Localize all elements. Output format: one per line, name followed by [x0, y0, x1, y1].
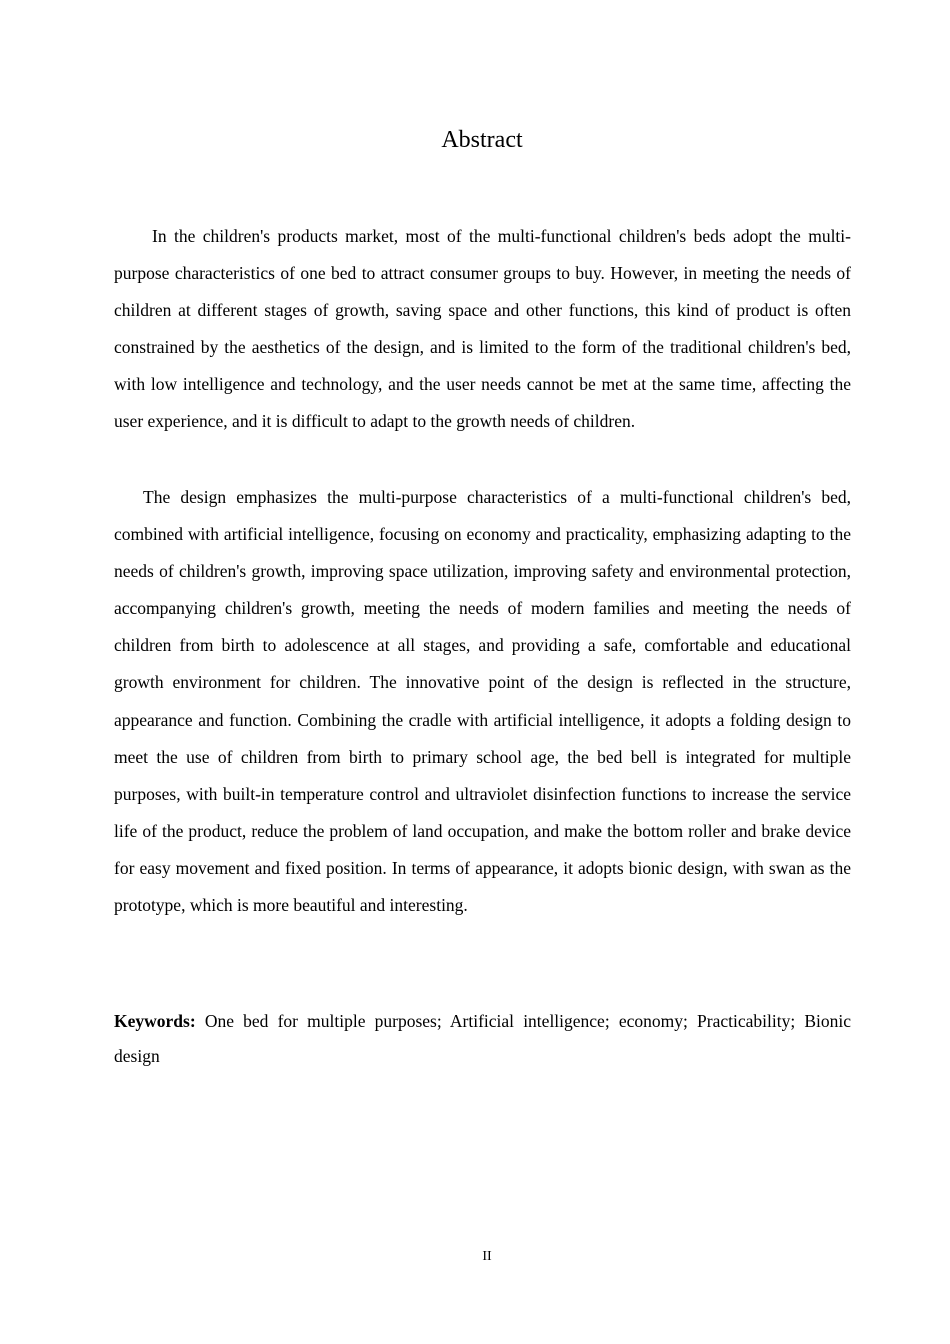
keywords-label: Keywords:: [114, 1011, 196, 1031]
abstract-paragraph-2: The design emphasizes the multi-purpose characteristics of a multi-functional children's bed, combined with artificial intelligence, focusing on economy and practicality, emphasizing adapting to the needs of children's growth, improving space utilization, improving safety and environmental protection, accompanying children's growth, meeting the needs of modern families and meeting the needs of children from birth to adolescence at all stages, and providing a safe, comfortable and educational growth environment for children. The innovative point of the design is reflected in the structure, appearance and function. Combining the cradle with artificial intelligence, it adopts a folding design to meet the use of children from birth to primary school age, the bed bell is integrated for multiple purposes, with built-in temperature control and ultraviolet disinfection functions to increase the service life of the product, reduce the problem of land occupation, and make the bottom roller and brake device for easy movement and fixed position. In terms of appearance, it adopts bionic design, with swan as the prototype, which is more beautiful and interesting.: [114, 487, 851, 916]
keywords-text: One bed for multiple purposes; Artificial intelligence; economy; Practicability; Bionic design: [114, 1011, 852, 1066]
abstract-title: Abstract: [441, 127, 523, 153]
page-number: II: [482, 1249, 492, 1264]
keywords-line: [114, 1004, 851, 1074]
abstract-paragraph-1: In the children's products market, most of the multi-functional children's beds adopt the multi-purpose characteristics of one bed to attract consumer groups to buy. However, in meeting the needs of children at different stages of growth, saving space and other functions, this kind of product is often constrained by the aesthetics of the design, and is limited to the form of the traditional children's bed, with low intelligence and technology, and the user needs cannot be met at the same time, affecting the user experience, and it is difficult to adapt to the growth needs of children.: [114, 226, 851, 432]
